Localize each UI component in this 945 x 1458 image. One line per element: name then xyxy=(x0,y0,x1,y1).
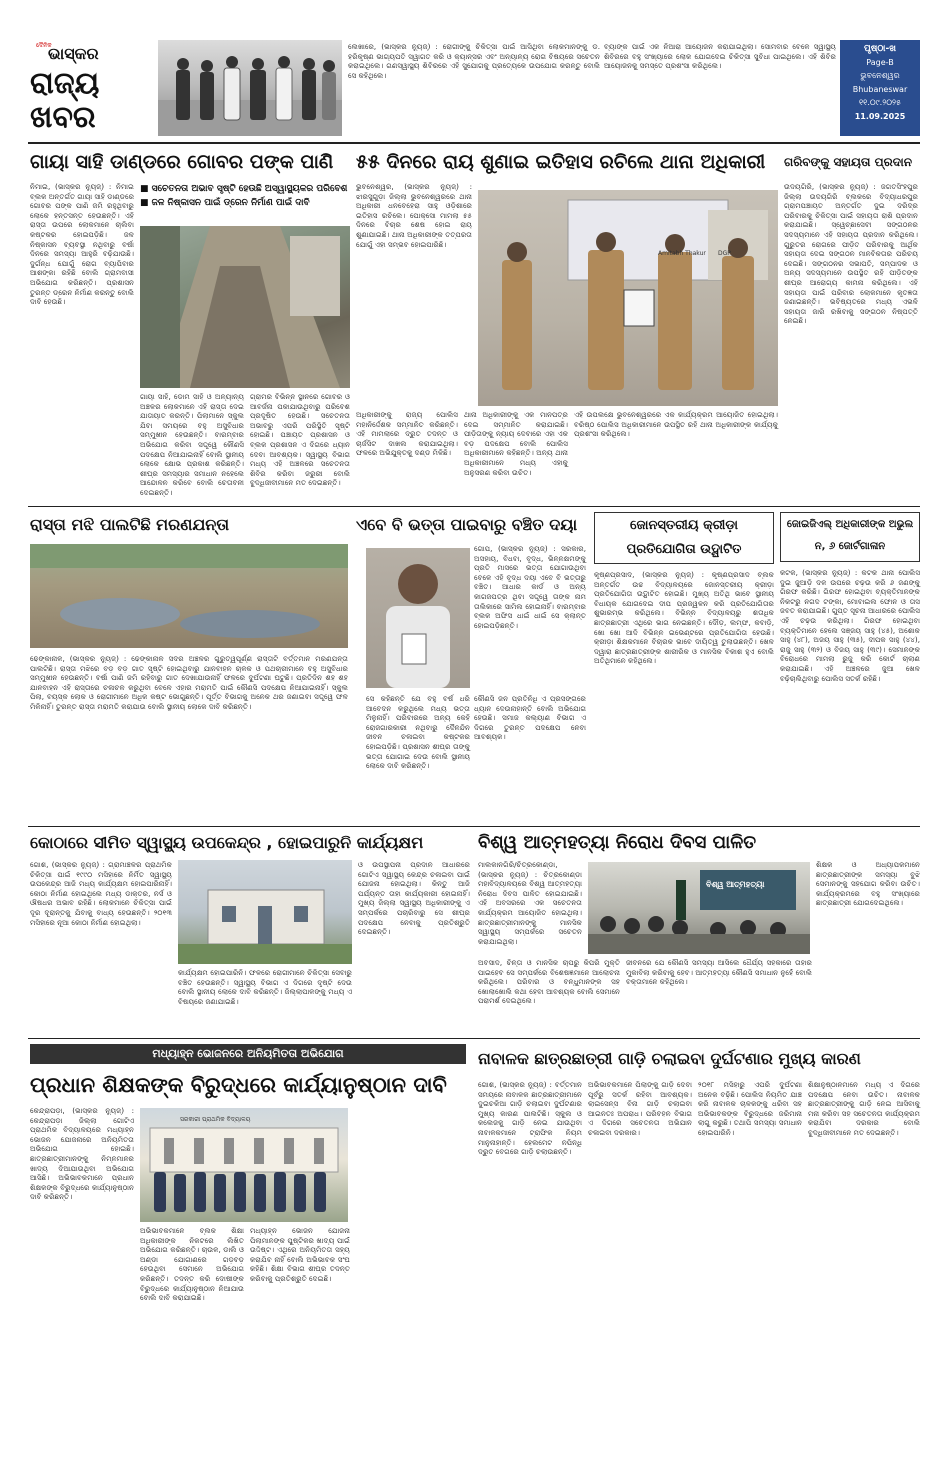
photo-a5-elder xyxy=(366,548,470,688)
headline-a1: ଗାୟା ସାହି ଡାଣ୍ଡରେ ଗୋବର ପଙ୍କ ପାଣି xyxy=(30,151,334,173)
headline-a3: ଗରିବଙ୍କୁ ସହାୟତା ପ୍ରଦାନ xyxy=(784,155,912,169)
body-a1-col3: ଗ୍ରାମର ବିଭିନ୍ନ ସ୍ଥାନରେ ଗୋବର ଓ ଆବର୍ଜନା ପକାଯାଉଥିବାରୁ ପରିବେଶ ପ୍ରଦୂଷିତ ହେଉଛି। ସଚେତନତା ଅଭାବରୁ ଏପରି ପରିସ୍ଥିତି ସୃଷ୍ଟି ହୋଇଛି। ପଞ୍ଚାୟତ ପ୍ରଶାସନ ଓ ବ୍ଲକ ପ୍ରଶାସନ ଏ ଦିଗରେ ଧ୍ୟାନ ଦେବା ଆବଶ୍ୟକ। ସ୍ୱାସ୍ଥ୍ୟ ବିଭାଗ ମଧ୍ୟ ଏହି ଅଞ୍ଚଳରେ ସଚେତନତା ଶିବିର କରିବା ଜରୁରୀ ବୋଲି ବୁଦ୍ଧିଜୀବୀମାନେ ମତ ଦେଇଛନ୍ତି। xyxy=(250,392,350,488)
body-a6: କୃଷ୍ଣପ୍ରସାଦ, (ଭାସ୍କର ନ୍ୟୁଜ୍) : କୃଷ୍ଣପ୍ରସାଦ ବ୍ଲକ ଅନ୍ତର୍ଗତ ଉଚ୍ଚ ବିଦ୍ୟାଳୟରେ ଜୋନସ୍ତରୀୟ କ୍ରୀଡ଼ା ପ୍ରତିଯୋଗିତା ଉଦ୍ଘାଟିତ ହୋଇଛି। ମୁଖ୍ୟ ଅତିଥି ଭାବେ ସ୍ଥାନୀୟ ବିଧାୟକ ଯୋଗଦେଇ ଦୀପ ପ୍ରଜ୍ୱଳନ କରି ପ୍ରତିଯୋଗିତାର ଶୁଭାରମ୍ଭ କରିଥିଲେ। ବିଭିନ୍ନ ବିଦ୍ୟାଳୟରୁ ଶତାଧିକ ଛାତ୍ରଛାତ୍ରୀ ଏଥିରେ ଭାଗ ନେଇଛନ୍ତି। ଦୌଡ଼, ଲମ୍ଫ, କବାଡ଼ି, ଖୋ ଖୋ ଆଦି ବିଭିନ୍ନ ଇଭେଣ୍ଟରେ ପ୍ରତିଯୋଗିତା ହେଉଛି। କ୍ରୀଡ଼ା ଶିକ୍ଷକମାନେ ବିଚାରକ ଭାବେ ଦାୟିତ୍ୱ ତୁଲାଉଛନ୍ତି। ଖେଳ ଦ୍ୱାରା ଛାତ୍ରଛାତ୍ରୀଙ୍କ ଶାରୀରିକ ଓ ମାନସିକ ବିକାଶ ହୁଏ ବୋଲି ଅତିଥିମାନେ କହିଥିଲେ। xyxy=(594,570,774,666)
brand-top: ଦୈନିକ xyxy=(36,42,52,49)
headline-a8: କୋଠାରେ ସୀମିତ ସ୍ୱାସ୍ଥ୍ୟ ଉପକେନ୍ଦ୍ର , ହୋଇପାରୁନି କାର୍ଯ୍ୟକ୍ଷମ xyxy=(30,833,424,852)
bullet-icon: ■ xyxy=(140,198,152,208)
body-a2-col4: ଏହି ଉପଲକ୍ଷେ ଭୁବନେଶ୍ୱରରେ ଏକ କାର୍ଯ୍ୟକ୍ରମ ଆୟୋଜିତ ହୋଇଥିଲା। ବରିଷ୍ଠ ପୋଲିସ ଅଧିକାରୀମାନେ ଉପସ୍ଥିତ ରହି ଥାନା ଅଧିକାରୀଙ୍କ କାର୍ଯ୍ୟକୁ ପ୍ରଶଂସା କରିଥିଲେ। xyxy=(574,410,778,439)
photo-banner-text: ବିଶ୍ୱ ଆତ୍ମହତ୍ୟା xyxy=(706,880,765,889)
lane-photo-shapes xyxy=(140,226,350,388)
photo-sign-text: ସରକାରୀ ପ୍ରାଥମିକ ବିଦ୍ୟାଳୟ xyxy=(180,1116,251,1123)
body-a1-col1: ନିମାଇ, (ଭାସ୍କର ନ୍ୟୁଜ୍) : ନିମାଇ ବ୍ଲକ ଅନ୍ତର୍ଗତ ଗାୟା ସାହି ଡାଣ୍ଡରେ ଗୋବର ପଙ୍କ ପାଣି ଜମି ରହୁଥିବାରୁ ଲୋକେ ହନ୍ତସନ୍ତ ହେଉଛନ୍ତି। ଏହି ରାସ୍ତା ଉପରେ ଲୋକମାନେ ଚାଲିବା କଷ୍ଟକର ହୋଇପଡ଼ିଛି। ଜଳ ନିଷ୍କାସନ ବ୍ୟବସ୍ଥା ନଥିବାରୁ ବର୍ଷା ଦିନରେ ସମସ୍ୟା ଆହୁରି ବଢ଼ିଯାଉଛି। ଦୁର୍ଗନ୍ଧ ଯୋଗୁଁ ରୋଗ ବ୍ୟାପିବାର ଆଶଙ୍କା ରହିଛି ବୋଲି ଗ୍ରାମବାସୀ ଅଭିଯୋଗ କରିଛନ୍ତି। ପ୍ରଶାସନ ତୁରନ୍ତ ଡ୍ରେନ ନିର୍ମାଣ କରନ୍ତୁ ବୋଲି ଦାବି ହେଉଛି। xyxy=(30,182,135,307)
body-a2-col1: ଭୁବନେଶ୍ୱର, (ଭାସ୍କର ନ୍ୟୁଜ୍) : ଝାରସୁଗୁଡ଼ା ଜିଲ୍ଲା ଭୁବନେଶ୍ୱରରେ ଥାନା ଅଧିକାରୀ ଧନବେହେରା ସାହୁ ଓଡ଼ିଶାରେ ଇତିହାସ ରଚିଲେ। ପୋକ୍ସୋ ମାମଲା ୫୫ ଦିନରେ ବିଚାର ଶେଷ ହୋଇ ରାୟ ଶୁଣାଯାଇଛି। ଥାନା ଅଧିକାରୀଙ୍କ ତତ୍ପରତା ଯୋଗୁଁ ଏହା ସମ୍ଭବ ହୋଇପାରିଛି। xyxy=(356,182,472,249)
body-a3: ଉଦୟଗିରି, (ଭାସ୍କର ନ୍ୟୁଜ୍) : ଜଗତସିଂହପୁର ଜିଲ୍ଲା ଉଦୟଗିରି ବ୍ଲକରେ ବିଦ୍ୟାଧରପୁର ଗ୍ରାମପଞ୍ଚାୟତ ଅନ୍ତର୍ଗତ ଦୁଇ ଦରିଦ୍ର ପରିବାରକୁ ଚିକିତ୍ସା ପାଇଁ ସହାୟତା ରାଶି ପ୍ରଦାନ କରାଯାଇଛି। ସ୍ୱେଚ୍ଛାସେବୀ ସଙ୍ଗଠନର ସଦସ୍ୟମାନେ ଏହି ସହାୟତା ପ୍ରଦାନ କରିଥିଲେ। ଗୁରୁତର ରୋଗରେ ପୀଡ଼ିତ ପରିବାରକୁ ଆର୍ଥିକ ସହାୟତା ଦେଇ ସଙ୍ଗଠନ ମାନବିକତାର ପରିଚୟ ଦେଇଛି। ସଙ୍ଗଠନର ସଭାପତି, ସମ୍ପାଦକ ଓ ଅନ୍ୟ ସଦସ୍ୟମାନେ ଉପସ୍ଥିତ ରହି ପୀଡ଼ିତଙ୍କ ଶୀଘ୍ର ଆରୋଗ୍ୟ କାମନା କରିଥିଲେ। ଏହି ସହାୟତା ପାଇଁ ପରିବାର ଲୋକମାନେ କୃତଜ୍ଞତା ଜଣାଇଛନ୍ତି। ଭବିଷ୍ୟତରେ ମଧ୍ୟ ଏଭଳି ସହାୟତା ଜାରି ରଖିବାକୁ ସଙ୍ଗଠନ ନିଷ୍ପତ୍ତି ନେଇଛି। xyxy=(784,182,918,326)
building-photo-shapes xyxy=(178,860,352,964)
date-label-en: 11.09.2025 xyxy=(854,112,906,121)
body-a10-col3: ମଧ୍ୟାହ୍ନ ଭୋଜନ ଯୋଜନା ପିଲାମାନଙ୍କ ପୁଷ୍ଟିକର ଖାଦ୍ୟ ପାଇଁ ଉଦ୍ଦିଷ୍ଟ। ଏଥିରେ ଅନିୟମିତତା ସହ୍ୟ କରାଯିବ ନାହିଁ ବୋଲି ଅଭିଭାବକ ସଂଘ କହିଛି। ଶିକ୍ଷା ବିଭାଗ ଶୀଘ୍ର ତଦନ୍ତ କରିବାକୁ ପ୍ରତିଶ୍ରୁତି ଦେଇଛି। xyxy=(250,1226,350,1283)
school-photo-shapes xyxy=(140,1108,348,1222)
page-info-box xyxy=(840,40,920,136)
bullet-2: ଜଳ ନିଷ୍କାସନ ପାଇଁ ଡ୍ରେନ ନିର୍ମାଣ ପାଇଁ ଦାବି xyxy=(151,198,310,208)
headline-a7: ଜୋଇଜିଏଲ୍ ଅଧିକାରୀଙ୍କ ଅଭୁଲ ନ, ୬ ଜୋର୍ଟଗାଳାନ xyxy=(786,519,914,552)
divider xyxy=(28,1038,920,1039)
masthead-photo xyxy=(158,40,342,136)
body-a9-col1: ମାଲକାନଗିରି/ଚିତ୍ରକୋଣ୍ଡା, (ଭାସ୍କର ନ୍ୟୁଜ୍) : ଚିତ୍ରକୋଣ୍ଡା ମହାବିଦ୍ୟାଳୟରେ ବିଶ୍ୱ ଆତ୍ମହତ୍ୟା ନିରୋଧ ଦିବସ ପାଳିତ ହୋଇଯାଇଛି। ଏହି ଅବସରରେ ଏକ ସଚେତନତା କାର୍ଯ୍ୟକ୍ରମ ଆୟୋଜିତ ହୋଇଥିଲା। ଛାତ୍ରଛାତ୍ରୀମାନଙ୍କୁ ମାନସିକ ସ୍ୱାସ୍ଥ୍ୟ ସମ୍ପର୍କରେ ସଚେତନ କରାଯାଇଥିଲା। xyxy=(478,860,582,946)
date-label: ୧୧.୦୯.୨୦୨୫ xyxy=(859,98,901,107)
divider xyxy=(28,506,920,507)
body-a2-col2: ଅଧିକାରୀଙ୍କୁ ରାଜ୍ୟ ପୋଲିସ ମହାନିର୍ଦ୍ଦେଶକ ସମ୍ମାନିତ କରିଛନ୍ତି। ଏହି ମାମଲାରେ ଦ୍ରୁତ ତଦନ୍ତ ଓ ଚାର୍ଜସିଟ ଦାଖଲ କରାଯାଇଥିଲା। ଫଳରେ ଅଭିଯୁକ୍ତକୁ ଦଣ୍ଡ ମିଳିଛି। xyxy=(356,410,458,458)
body-a5-col2: ସେ କହିଛନ୍ତି ଯେ ବହୁ ବର୍ଷ ଧରି ଆବେଦନ କରୁଥିଲେ ମଧ୍ୟ ଭତ୍ତା ମିଳୁନାହିଁ। ପରିବାରରେ ଅନ୍ୟ କେହି ରୋଜଗାରକାରୀ ନଥିବାରୁ ଦୈନନ୍ଦିନ ଜୀବନ ଚଳାଇବା କଷ୍ଟକର ହୋଇପଡ଼ିଛି। ପ୍ରଶାସନ ଶୀଘ୍ର ତାଙ୍କୁ ଭତ୍ତା ଯୋଗାଇ ଦେଉ ବୋଲି ସ୍ଥାନୀୟ ଲୋକେ ଦାବି କରିଛନ୍ତି। xyxy=(366,694,470,771)
body-a2-col3: ଥାନା ଅଧିକାରୀଙ୍କୁ ଏକ ମାନପତ୍ର ଦେଇ ସମ୍ମାନିତ କରାଯାଇଛି। ପୀଡ଼ିତାଙ୍କୁ ନ୍ୟାୟ ଦେବାରେ ଏହା ଏକ ବଡ଼ ପଦକ୍ଷେପ ବୋଲି ପୋଲିସ ଅଧିକାରୀମାନେ କହିଛନ୍ତି। ଅନ୍ୟ ଥାନା ଅଧିକାରୀମାନେ ମଧ୍ୟ ଏହାକୁ ଅନୁସରଣ କରିବା ଉଚିତ। xyxy=(464,410,568,477)
kicker-text: ମଧ୍ୟାହ୍ନ ଭୋଜନରେ ଅନିୟମିତତା ଅଭିଯୋଗ xyxy=(152,1047,344,1060)
headline-a2: ୫୫ ଦିନରେ ରାୟ ଶୁଣାଇ ଇତିହାସ ରଚିଲେ ଥାନା ଅଧିକାରୀ xyxy=(356,151,766,173)
top-text-col2: ବ୍ୟାଙ୍କ ପାଇଁ ଏକ ନିଆରା ଆୟୋଜନ କରାଯାଇଥିଲା। ସୋମବାର ବେଳେ ସ୍ୱାସ୍ଥ୍ୟ ଶିବିରରେ ବହୁ ସଂଖ୍ୟାରେ ଲୋକ ଯୋଗଦେଇ ଚିକିତ୍ସା ସୁବିଧା ପାଇଥିଲେ। ଏହି ଶିବିର ଆୟୋଜନକୁ ସମସ୍ତେ ପ୍ରଶଂସା କରିଥିଲେ। xyxy=(604,42,836,71)
section-title-line2: ଖବର xyxy=(30,100,96,135)
body-a11-col2: ଅଭିଭାବକମାନେ ପିଲାଙ୍କୁ ଗାଡ଼ି ଦେବା ପୂର୍ବରୁ ସତର୍କ ରହିବା ଆବଶ୍ୟକ। ଲାଇସେନ୍ସ ବିନା ଗାଡ଼ି ଚଲାଇବା ଆଇନତଃ ଅପରାଧ। ପରିବହନ ବିଭାଗ ଏ ଦିଗରେ ସଚେତନତା ଅଭିଯାନ ଚଳାଇବା ଦରକାର। xyxy=(588,1080,692,1137)
photo-a9-classroom xyxy=(588,862,810,954)
headline-a9: ବିଶ୍ୱ ଆତ୍ମହତ୍ୟା ନିରୋଧ ଦିବସ ପାଳିତ xyxy=(478,832,757,853)
headline-a7-box xyxy=(780,512,920,562)
body-a8-col2: କାର୍ଯ୍ୟକ୍ଷମ ହୋଇପାରିନି। ଫଳରେ ରୋଗୀମାନେ ଚିକିତ୍ସା ସେବାରୁ ବଞ୍ଚିତ ହେଉଛନ୍ତି। ସ୍ୱାସ୍ଥ୍ୟ ବିଭାଗ ଏ ଦିଗରେ ଦୃଷ୍ଟି ଦେଉ ବୋଲି ସ୍ଥାନୀୟ ଲୋକେ ଦାବି କରିଛନ୍ତି। ଜିଲ୍ଲାପାଳଙ୍କୁ ମଧ୍ୟ ଏ ବିଷୟରେ ଜଣାଯାଇଛି। xyxy=(178,968,352,1006)
photo-screen-name: Amitabh Thakur xyxy=(658,250,706,257)
body-a9-col2: ଅବସାଦ, ଚିନ୍ତା ଓ ମାନସିକ ଚାପରୁ କିପରି ମୁକ୍ତି ପାଇହେବ ସେ ସମ୍ପର୍କରେ ବିଶେଷଜ୍ଞମାନେ ଆଲୋଚନା କରିଥିଲେ। ପରିବାର ଓ ବନ୍ଧୁମାନଙ୍କ ସହ ଖୋଲାଖୋଲି କଥା ହେବା ଆବଶ୍ୟକ ବୋଲି ସେମାନେ ପରାମର୍ଶ ଦେଇଥିଲେ। xyxy=(478,958,620,1006)
body-a7: କଟକ, (ଭାସ୍କର ନ୍ୟୁଜ୍) : କଟକ ଥାନା ପୋଲିସ ଦୁଇ ଜୁଆଡ଼ି ଦଳ ଉପରେ ଚଢ଼ଉ କରି ୬ ଜଣଙ୍କୁ ଗିରଫ କରିଛି। ଗିରଫ ହୋଇଥିବା ବ୍ୟକ୍ତିମାନଙ୍କ ନିକଟରୁ ନଗଦ ଟଙ୍କା, ମୋବାଇଲ ଫୋନ ଓ ତାସ ଜବତ କରାଯାଇଛି। ଗୁପ୍ତ ସୂଚନା ଆଧାରରେ ପୋଲିସ ଏହି ଚଢ଼ଉ କରିଥିଲା। ଗିରଫ ହୋଇଥିବା ବ୍ୟକ୍ତିମାନେ ହେଲେ ସଞ୍ଜୟ ସାହୁ (୪୫), ଅଶୋକ ସାହୁ (୪୮), ଅଜୟ ସାହୁ (୩୫), ଦୀପକ ସାହୁ (୪୪), ରାଜୁ ସାହୁ (୩୨) ଓ ବିଜୟ ସାହୁ (୩୯)। ସେମାନଙ୍କ ବିରୋଧରେ ମାମଲା ରୁଜୁ କରି କୋର୍ଟ ଚାଲାଣ କରାଯାଇଛି। ଏହି ଅଞ୍ଚଳରେ ଜୁଆ ଖେଳ ବଢ଼ିଚାଲିଥିବାରୁ ପୋଲିସ ସତର୍କ ରହିଛି। xyxy=(780,568,920,683)
body-a5-col1: ଗୋପ, (ଭାସ୍କର ନ୍ୟୁଜ୍) : ସରକାର, ଅସହାୟ, ବିଧବା, ବୃଦ୍ଧ, ଭିନ୍ନକ୍ଷମଙ୍କୁ ପ୍ରତି ମାସରେ ଭତ୍ତା ଯୋଗାଉଥିବା ବେଳେ ଏହି ବୃଦ୍ଧ ଦୟା ଏବେ ବି ଭତ୍ତାରୁ ବଞ୍ଚିତ। ଆଧାର କାର୍ଡ ଓ ଅନ୍ୟ କାଗଜପତ୍ର ଥିବା ସତ୍ତ୍ୱେ ତାଙ୍କ ନାମ ତାଲିକାରେ ସାମିଲ ହୋଇନାହିଁ। ବାରମ୍ବାର ବ୍ଲକ ଅଫିସ ଧାଇଁ ଧାଇଁ ସେ କ୍ଲାନ୍ତ ହୋଇପଡ଼ିଛନ୍ତି। xyxy=(474,544,586,630)
kicker-a10 xyxy=(30,1044,466,1064)
brand-logo: ଭାସ୍କର xyxy=(48,44,99,63)
bullets-a1 xyxy=(140,182,348,218)
body-a4: ଢେଙ୍କାନାଳ, (ଭାସ୍କର ନ୍ୟୁଜ୍) : ଢେଙ୍କାନାଳ ସଦର ଅଞ୍ଚଳର ଗୁରୁତ୍ୱପୂର୍ଣ୍ଣ ରାସ୍ତାଟି ବର୍ତ୍ତମାନ ମରଣଯନ୍ତା ପାଲଟିଛି। ରାସ୍ତା ମଝିରେ ବଡ଼ ବଡ଼ ଗାତ ସୃଷ୍ଟି ହୋଇଥିବାରୁ ଯାନବାହନ ଚାଳକ ଓ ପଥଚାରୀମାନେ ବହୁ ଅସୁବିଧାର ସମ୍ମୁଖୀନ ହେଉଛନ୍ତି। ବର୍ଷା ପାଣି ଜମି ରହିବାରୁ ଗାତ ଦେଖାଯାଉନାହିଁ ଫଳରେ ଦୁର୍ଘଟଣା ଘଟୁଛି। ପ୍ରତିଦିନ ଶହ ଶହ ଯାନବାହନ ଏହି ରାସ୍ତାରେ ଚଳାଚଳ କରୁଥିବା ବେଳେ ଏହାର ମରାମତି ପାଇଁ କୌଣସି ପଦକ୍ଷେପ ନିଆଯାଇନାହିଁ। ସ୍କୁଲ ପିଲା, ବୟସ୍କ ଲୋକ ଓ ରୋଗୀମାନେ ଅଧିକ କଷ୍ଟ ଭୋଗୁଛନ୍ତି। ପୂର୍ତ୍ତ ବିଭାଗକୁ ଅନେକ ଥର ଜଣାଇବା ସତ୍ତ୍ୱେ ଫଳ ମିଳିନାହିଁ। ତୁରନ୍ତ ରାସ୍ତା ମରାମତି କରାଯାଉ ବୋଲି ସ୍ଥାନୀୟ ଲୋକେ ଦାବି କରିଛନ୍ତି। xyxy=(30,654,348,711)
page-label: ପୃଷ୍ଠା-ଖ xyxy=(864,44,896,54)
ceremony-photo-shapes xyxy=(478,190,778,406)
headline-a11: ନାବାଳକ ଛାତ୍ରଛାତ୍ରୀ ଗାଡ଼ି ଚଲାଇବା ଦୁର୍ଘଟଣାର ମୁଖ୍ୟ କାରଣ xyxy=(478,1049,861,1068)
section-title-line1: ରାଜ୍ୟ xyxy=(30,66,100,101)
body-a1-col2: ଗାୟା ସାହି, ଡୋମ ସାହି ଓ ଅନ୍ୟାନ୍ୟ ଅଞ୍ଚଳର ଲୋକମାନେ ଏହି ରାସ୍ତା ଦେଇ ଯାତାୟାତ କରନ୍ତି। ପିଲାମାନେ ସ୍କୁଲ ଯିବା ସମୟରେ ବହୁ ଅସୁବିଧାର ସମ୍ମୁଖୀନ ହେଉଛନ୍ତି। ବାରମ୍ବାର ଅଭିଯୋଗ କରିବା ସତ୍ତ୍ୱେ କୌଣସି ପଦକ୍ଷେପ ନିଆଯାଇନାହିଁ ବୋଲି ସ୍ଥାନୀୟ ଲୋକେ କ୍ଷୋଭ ପ୍ରକାଶ କରିଛନ୍ତି। ଶୀଘ୍ର ସମସ୍ୟାର ସମାଧାନ ନହେଲେ ଆନ୍ଦୋଳନ କରିବେ ବୋଲି ଚେତାବନୀ ଦେଇଛନ୍ତି। xyxy=(140,392,244,497)
photo-a1-lane xyxy=(140,226,350,388)
body-a11-col3: ୨୦୧୮ ମସିହାରୁ ଏପରି ଦୁର୍ଘଟଣା ଅନେକ ବଢ଼ିଛି। ପୋଲିସ ନିୟମିତ ଯାଞ୍ଚ କରି ନାବାଳକ ଚାଳକଙ୍କୁ ଧରିବା ସହ ଅଭିଭାବକଙ୍କ ବିରୁଦ୍ଧରେ ଜରିମାନା ଲାଗୁ କରୁଛି। ତଥାପି ସମସ୍ୟା ସମାଧାନ ହୋଇପାରିନି। xyxy=(698,1080,802,1137)
photo-a4-potholes xyxy=(30,544,348,648)
divider xyxy=(28,142,920,144)
body-a9-col3: ଜୀବନରେ ଯେ କୌଣସି ସମସ୍ୟା ଆସିଲେ ଧୈର୍ଯ୍ୟ ସହକାରେ ତାହାର ମୁକାବିଲା କରିବାକୁ ହେବ। ଆତ୍ମହତ୍ୟା କୌଣସି ସମାଧାନ ନୁହେଁ ବୋଲି ବକ୍ତାମାନେ କହିଥିଲେ। xyxy=(626,958,812,987)
body-a8-col3: ଓ ଉପସ୍ଥାପନା ପ୍ରଦାନ ଆଧାରରେ ଗୋଟିଏ ସ୍ୱାସ୍ଥ୍ୟ କେନ୍ଦ୍ର ଚଳାଇବା ପାଇଁ ଯୋଜନା ହୋଇଥିଲା। କିନ୍ତୁ ଆଜି ପର୍ଯ୍ୟନ୍ତ ତାହା କାର୍ଯ୍ୟକାରୀ ହୋଇନାହିଁ। ମୁଖ୍ୟ ଜିଲ୍ଲା ସ୍ୱାସ୍ଥ୍ୟ ଅଧିକାରୀଙ୍କୁ ଏ ସମ୍ପର୍କରେ ପଚାରିବାରୁ ସେ ଶୀଘ୍ର ପଦକ୍ଷେପ ନେବାକୁ ପ୍ରତିଶ୍ରୁତି ଦେଇଛନ୍ତି। xyxy=(358,860,470,937)
body-a10-col2: ଅଭିଭାବକମାନେ ବ୍ଲକ ଶିକ୍ଷା ଅଧିକାରୀଙ୍କ ନିକଟରେ ଲିଖିତ ଅଭିଯୋଗ କରିଛନ୍ତି। ଚାଉଳ, ଡାଲି ଓ ଅଣ୍ଡା ଯୋଗାଣରେ ଗଡ଼ବଡ଼ ହେଉଥିବା ସେମାନେ ଅଭିଯୋଗ କରିଛନ୍ତି। ତଦନ୍ତ କରି ଦୋଷୀଙ୍କ ବିରୁଦ୍ଧରେ କାର୍ଯ୍ୟାନୁଷ୍ଠାନ ନିଆଯାଉ ବୋଲି ଦାବି କରାଯାଇଛି। xyxy=(140,1226,244,1303)
photo-a10-school xyxy=(140,1108,348,1222)
bullet-1: ସଚେତନତା ଅଭାବ ସୃଷ୍ଟି ହେଉଛି ଅସ୍ୱାସ୍ଥ୍ୟକର ପରିବେଶ xyxy=(151,184,348,194)
elder-photo-shapes xyxy=(366,548,470,688)
headline-a10: ପ୍ରଧାନ ଶିକ୍ଷକଙ୍କ ବିରୁଦ୍ଧରେ କାର୍ଯ୍ୟାନୁଷ୍ଠାନ ଦାବି xyxy=(30,1073,447,1097)
body-a8-col1: ଗୋଶ, (ଭାସ୍କର ନ୍ୟୁଜ୍) : ଗ୍ରାମାଞ୍ଚଳର ପ୍ରାଥମିକ ଚିକିତ୍ସା ପାଇଁ ୧୯୯୦ ମସିହାରେ ନିର୍ମିତ ସ୍ୱାସ୍ଥ୍ୟ ଉପକେନ୍ଦ୍ର ଆଜି ମଧ୍ୟ କାର୍ଯ୍ୟକ୍ଷମ ହୋଇପାରିନାହିଁ। କୋଠା ନିର୍ମାଣ ହୋଇଥିଲେ ମଧ୍ୟ ଡାକ୍ତର, ନର୍ସ ଓ ଔଷଧର ଅଭାବ ରହିଛି। ଲୋକମାନେ ଚିକିତ୍ସା ପାଇଁ ଦୂର ଦୂରାନ୍ତକୁ ଯିବାକୁ ବାଧ୍ୟ ହେଉଛନ୍ତି। ୨୦୧୩ ମସିହାରେ ନୂଆ କୋଠା ନିର୍ମାଣ ହୋଇଥିଲା। xyxy=(30,860,172,927)
photo-a8-building xyxy=(178,860,352,964)
group-photo-figures xyxy=(158,40,342,136)
masthead xyxy=(28,40,153,136)
headline-a6-box xyxy=(594,512,774,564)
body-a9-col4: ଶିକ୍ଷକ ଓ ଅଧ୍ୟାପକମାନେ ଛାତ୍ରଛାତ୍ରୀଙ୍କ ସମସ୍ୟା ବୁଝି ସେମାନଙ୍କୁ ସହଯୋଗ କରିବା ଉଚିତ। କାର୍ଯ୍ୟକ୍ରମରେ ବହୁ ସଂଖ୍ୟାରେ ଛାତ୍ରଛାତ୍ରୀ ଯୋଗଦେଇଥିଲେ। xyxy=(816,860,920,908)
divider xyxy=(28,826,920,827)
photo-screen-tag: DGP xyxy=(718,250,731,257)
body-a11-col1: ଗୋଶ, (ଭାସ୍କର ନ୍ୟୁଜ୍) : ବର୍ତ୍ତମାନ ସମୟରେ ନାବାଳକ ଛାତ୍ରଛାତ୍ରୀମାନେ ଦୁଇଚକିଆ ଗାଡ଼ି ଚଲାଇବା ଦୁର୍ଘଟଣାର ମୁଖ୍ୟ କାରଣ ପାଲଟିଛି। ସ୍କୁଲ ଓ କଲେଜକୁ ଗାଡ଼ି ନେଇ ଯାଉଥିବା ନାବାଳକମାନେ ଟ୍ରାଫିକ ନିୟମ ମାନୁନାହାନ୍ତି। ହେଲମେଟ ନପିନ୍ଧି ଦ୍ରୁତ ବେଗରେ ଗାଡ଼ି ଚଲାଉଛନ୍ତି। xyxy=(478,1080,582,1157)
headline-a5: ଏବେ ବି ଭତ୍ତା ପାଇବାରୁ ବଞ୍ଚିତ ଦୟା xyxy=(356,515,578,534)
headline-a4: ରାସ୍ତା ମଝି ପାଲଟିଛି ମରଣଯନ୍ତା xyxy=(30,515,230,534)
city-label-en: Bhubaneswar xyxy=(852,85,908,94)
city-label: ଭୁବନେଶ୍ୱର xyxy=(860,71,900,80)
classroom-photo-shapes xyxy=(588,862,810,954)
body-a11-col4: ଶିକ୍ଷାନୁଷ୍ଠାନମାନେ ମଧ୍ୟ ଏ ଦିଗରେ ପଦକ୍ଷେପ ନେବା ଉଚିତ। ନାବାଳକ ଛାତ୍ରଛାତ୍ରୀଙ୍କୁ ଗାଡ଼ି ନେଇ ଆସିବାକୁ ମନା କରିବା ସହ ସଚେତନତା କାର୍ଯ୍ୟକ୍ରମ କରାଯିବା ଦରକାର ବୋଲି ବୁଦ୍ଧିଜୀବୀମାନେ ମତ ଦେଇଛନ୍ତି। xyxy=(808,1080,920,1137)
bullet-icon: ■ xyxy=(140,184,152,194)
pothole-photo-shapes xyxy=(30,544,348,648)
headline-a6: ଜୋନସ୍ତରୀୟ କ୍ରୀଡ଼ା ପ୍ରତିଯୋଗିତା ଉଦ୍ଘାଟିତ xyxy=(626,518,742,557)
page-label-en: Page-B xyxy=(866,58,894,67)
top-text-col1: ଲେଖାରେ, (ଭାସ୍କର ନ୍ୟୁଜ୍) : ରୋଗୀଙ୍କୁ ଚିକିତ୍ସା ପାଇଁ ଆସିଥିବା ଲୋକମାନଙ୍କୁ ଡ. ହରିକୃଷ୍ଣ ଭାଗ୍ୟପତି ସ୍ୱାଗତ କରି ଓ କ୍ୟାନ୍ସର ଏବଂ ଅନ୍ୟାନ୍ୟ ରୋଗ ବିଷୟରେ ସଚେତନ କରାଇଥିଲେ। ଗଣସ୍ୱାସ୍ଥ୍ୟ ଶିବିରରେ ଏହି ସୁଯୋଗକୁ ପ୍ରତ୍ୟେକେ ଉପଯୋଗ କରନ୍ତୁ ବୋଲି ସେ କହିଥିଲେ। xyxy=(348,42,600,80)
body-a5-col3: କୌଣସି ଜନ ପ୍ରତିନିଧି ଏ ପ୍ରସଙ୍ଗରେ ଧ୍ୟାନ ଦେଉନାହାନ୍ତି ବୋଲି ଅଭିଯୋଗ ହେଉଛି। ସମାଜ କଲ୍ୟାଣ ବିଭାଗ ଏ ଦିଗରେ ତୁରନ୍ତ ପଦକ୍ଷେପ ନେବା ଆବଶ୍ୟକ। xyxy=(474,694,586,742)
body-a10-col1: କେନ୍ଦ୍ରାପଡ଼ା, (ଭାସ୍କର ନ୍ୟୁଜ୍) : କେନ୍ଦ୍ରାପଡ଼ା ଜିଲ୍ଲା ଗୋଟିଏ ପ୍ରାଥମିକ ବିଦ୍ୟାଳୟରେ ମଧ୍ୟାହ୍ନ ଭୋଜନ ଯୋଜନାରେ ଅନିୟମିତତା ଅଭିଯୋଗ ହୋଇଛି। ଛାତ୍ରଛାତ୍ରୀମାନଙ୍କୁ ନିମ୍ନମାନର ଖାଦ୍ୟ ଦିଆଯାଉଥିବା ଅଭିଯୋଗ ଆସିଛି। ଅଭିଭାବକମାନେ ପ୍ରଧାନ ଶିକ୍ଷକଙ୍କ ବିରୁଦ୍ଧରେ କାର୍ଯ୍ୟାନୁଷ୍ଠାନ ଦାବି କରିଛନ୍ତି। xyxy=(30,1106,134,1202)
photo-a2-ceremony xyxy=(478,190,778,406)
